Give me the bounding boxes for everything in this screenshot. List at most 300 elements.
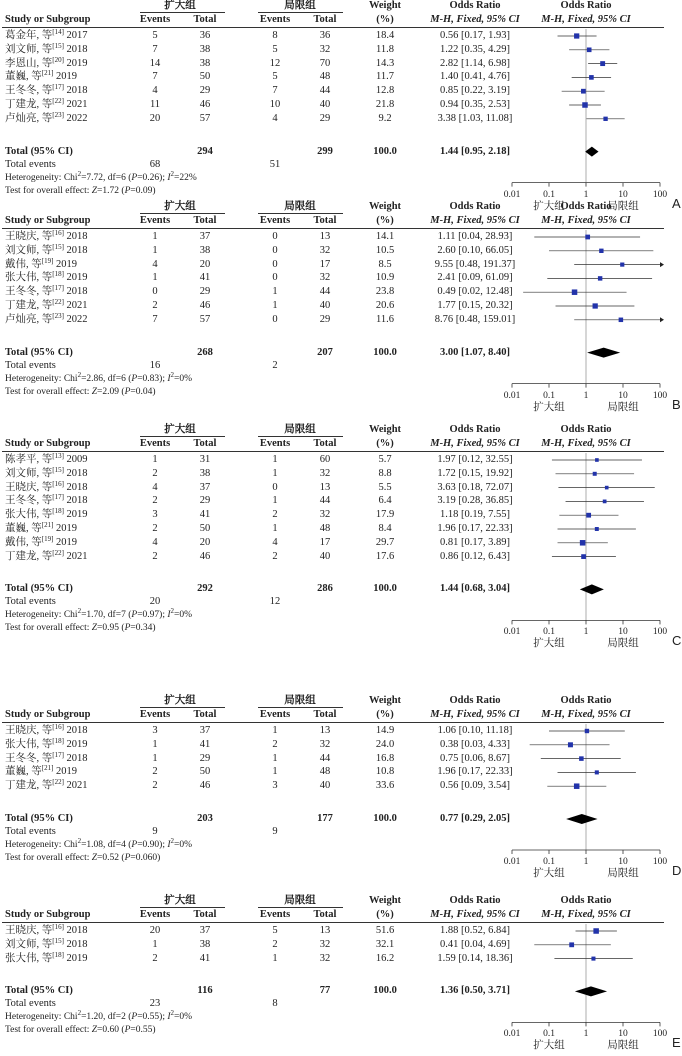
total1-cell: 31 xyxy=(199,454,211,465)
total1-header: Total xyxy=(193,709,217,720)
weight-header: Weight xyxy=(368,424,402,435)
study-ref: [17] xyxy=(52,750,64,759)
superscript: 2 xyxy=(77,837,82,845)
overall-literal: Test for overall effect: xyxy=(5,185,92,196)
group2-header: 局限组 xyxy=(284,0,316,11)
study-year: 2018 xyxy=(63,467,88,479)
total2-cell: 40 xyxy=(319,780,331,792)
study-ref: [14] xyxy=(52,28,64,36)
study-name xyxy=(5,495,88,507)
study-author: 董巍, 等 xyxy=(5,523,42,534)
total2-header: Total xyxy=(313,709,337,720)
point-estimate xyxy=(580,540,586,546)
total2-cell: 32 xyxy=(319,509,331,521)
total2-cell: 48 xyxy=(319,766,331,778)
or-method-header-2: M-H, Fixed, 95% CI xyxy=(541,215,631,226)
italic-symbol: P xyxy=(131,373,138,384)
total2-cell: 29 xyxy=(319,313,331,325)
pooled-diamond xyxy=(566,814,597,824)
total2-cell: 44 xyxy=(319,495,331,507)
study-header: Study or Subgroup xyxy=(5,215,91,226)
study-year: 2009 xyxy=(63,454,88,465)
weight-cell: 11.7 xyxy=(376,71,394,83)
or-ci-cell: 3.19 [0.28, 36.85] xyxy=(437,495,513,507)
favours-right-label: 局限组 xyxy=(607,868,639,879)
point-estimate xyxy=(574,33,579,38)
total2-cell: 44 xyxy=(319,752,331,764)
italic-symbol: Z xyxy=(91,386,98,397)
study-ref: [16] xyxy=(52,923,64,931)
heterogeneity-literal: ); xyxy=(159,373,168,384)
forest-panel-c xyxy=(0,424,682,653)
events1-cell: 2 xyxy=(152,766,158,778)
point-estimate xyxy=(603,117,607,121)
heterogeneity-literal: = xyxy=(81,373,87,384)
group1-header: 扩大组 xyxy=(164,424,196,435)
total-label: Total (95% CI) xyxy=(5,583,73,595)
x-tick-label: 0.01 xyxy=(503,390,521,401)
total-events2: 9 xyxy=(272,826,278,837)
overall-literal: = xyxy=(130,386,136,397)
favours-left-label: 扩大组 xyxy=(533,638,565,650)
total1-cell: 20 xyxy=(199,536,211,548)
weight-cell: 16.8 xyxy=(375,752,395,764)
group1-header: 扩大组 xyxy=(164,201,196,212)
x-tick-label: 10 xyxy=(618,390,628,401)
total1-cell: 41 xyxy=(199,509,211,521)
point-estimate xyxy=(619,318,624,323)
heterogeneity-value: 0% xyxy=(179,610,193,621)
overall-literal: = xyxy=(97,185,103,196)
total-label: Total (95% CI) xyxy=(5,985,73,997)
study-ref: [17] xyxy=(52,493,64,502)
x-tick-label: 0.01 xyxy=(503,189,521,200)
events1-cell: 3 xyxy=(152,509,158,521)
superscript: 2 xyxy=(170,1009,175,1018)
study-author: 王冬冬, 等 xyxy=(5,752,53,764)
events2-cell: 4 xyxy=(272,112,278,124)
total-label: Total (95% CI) xyxy=(5,346,73,358)
total1-cell: 46 xyxy=(199,550,211,562)
total1-header: Total xyxy=(193,909,217,920)
x-tick-label: 0.01 xyxy=(503,857,521,867)
or-ci-cell: 1.96 [0.17, 22.33] xyxy=(437,523,513,534)
overall-literal: = xyxy=(130,185,136,196)
overall-literal: ) xyxy=(152,1025,156,1036)
x-tick-label: 100 xyxy=(652,627,668,638)
weight-cell: 8.5 xyxy=(378,258,392,270)
overall-value: 0.52 xyxy=(102,853,120,863)
or-method-header-2: M-H, Fixed, 95% CI xyxy=(541,438,631,449)
events1-cell: 1 xyxy=(152,454,158,465)
heterogeneity-value: 0.97 xyxy=(142,610,160,621)
study-year: 2021 xyxy=(63,300,88,311)
events1-cell: 2 xyxy=(152,523,158,534)
or-method-header-1: M-H, Fixed, 95% CI xyxy=(430,438,520,449)
point-estimate xyxy=(581,554,586,559)
or-ci-cell: 2.60 [0.10, 66.05] xyxy=(437,244,513,256)
events1-cell: 4 xyxy=(152,536,158,548)
study-name xyxy=(5,286,88,298)
pct-header: (%) xyxy=(376,909,394,920)
favours-right-label: 局限组 xyxy=(607,1040,639,1052)
study-year: 2018 xyxy=(63,481,88,493)
events2-cell: 4 xyxy=(272,536,278,548)
study-author: 王晓庆, 等 xyxy=(5,231,53,242)
study-ref: [16] xyxy=(52,479,64,488)
italic-symbol: Z xyxy=(91,1025,98,1036)
italic-symbol: P xyxy=(124,853,131,863)
pct-header: (%) xyxy=(376,438,394,449)
pct-header: (%) xyxy=(376,215,394,226)
heterogeneity-value: 6 xyxy=(121,172,126,183)
study-ref: [22] xyxy=(52,778,64,787)
point-estimate xyxy=(598,276,602,280)
point-estimate xyxy=(585,729,589,733)
study-ref: [13] xyxy=(52,452,64,460)
study-ref: [16] xyxy=(52,229,64,237)
total-events-label: Total events xyxy=(5,359,56,371)
total2-value: 286 xyxy=(317,583,333,595)
x-tick-label: 1 xyxy=(583,857,589,867)
italic-symbol: I xyxy=(167,840,171,850)
italic-symbol: P xyxy=(131,1012,138,1023)
weight-cell: 32.1 xyxy=(375,938,395,950)
total-weight: 100.0 xyxy=(373,985,397,997)
heterogeneity-literal: ( xyxy=(125,610,132,621)
total1-cell: 29 xyxy=(199,85,211,97)
italic-symbol: I xyxy=(167,1012,171,1023)
events2-cell: 2 xyxy=(272,938,278,950)
events1-cell: 1 xyxy=(152,738,158,750)
overall-literal: = xyxy=(97,853,103,863)
events2-cell: 1 xyxy=(272,286,278,298)
weight-cell: 16.2 xyxy=(375,952,395,964)
study-ref: [17] xyxy=(52,83,64,92)
favours-right-label: 局限组 xyxy=(607,638,639,650)
total2-cell: 13 xyxy=(319,725,331,736)
total2-value: 77 xyxy=(319,985,331,997)
x-tick-label: 10 xyxy=(618,189,628,200)
events1-cell: 7 xyxy=(152,43,158,55)
events2-cell: 0 xyxy=(272,258,278,270)
study-year: 2019 xyxy=(63,509,88,521)
total1-cell: 41 xyxy=(199,952,211,964)
study-ref: [22] xyxy=(52,298,64,306)
events2-cell: 0 xyxy=(272,272,278,284)
total2-value: 177 xyxy=(317,813,333,824)
heterogeneity-literal: ( xyxy=(125,1012,132,1023)
or-ci-cell: 0.86 [0.12, 6.43] xyxy=(440,550,510,562)
events2-cell: 12 xyxy=(269,57,281,69)
superscript: 2 xyxy=(170,837,175,845)
point-estimate xyxy=(569,942,574,947)
italic-symbol: P xyxy=(131,172,138,183)
weight-header: Weight xyxy=(368,201,402,212)
forest-panel-a xyxy=(0,0,682,216)
events2-cell: 1 xyxy=(272,952,278,964)
total-label: Total (95% CI) xyxy=(5,813,73,824)
x-tick-label: 0.1 xyxy=(543,857,555,867)
heterogeneity-literal: = xyxy=(137,840,143,850)
group1-header: 扩大组 xyxy=(164,0,196,11)
point-estimate xyxy=(600,61,605,66)
study-ref: [15] xyxy=(52,242,64,251)
study-author: 刘文师, 等 xyxy=(5,244,53,256)
study-ref: [19] xyxy=(41,256,54,265)
events2-cell: 7 xyxy=(272,85,278,97)
overall-effect-text xyxy=(5,185,156,197)
point-estimate xyxy=(591,957,595,961)
overall-literal: ( xyxy=(119,185,125,196)
or-ci-cell: 0.81 [0.17, 3.89] xyxy=(440,536,510,548)
total1-value: 203 xyxy=(197,813,213,824)
events2-cell: 1 xyxy=(272,725,278,736)
study-year: 2018 xyxy=(63,286,88,298)
events2-cell: 1 xyxy=(272,454,278,465)
overall-value: 0.60 xyxy=(102,1025,120,1036)
total1-cell: 37 xyxy=(199,481,211,493)
or-ci-cell: 0.56 [0.09, 3.54] xyxy=(440,780,510,792)
or-ci-cell: 0.49 [0.02, 12.48] xyxy=(437,286,513,298)
overall-literal: ) xyxy=(152,386,156,397)
study-author: 葛金年, 等 xyxy=(5,30,53,41)
or-method-header-1: M-H, Fixed, 95% CI xyxy=(430,14,520,25)
total1-cell: 41 xyxy=(199,738,211,750)
total-events1: 20 xyxy=(149,596,161,608)
total1-header: Total xyxy=(193,215,217,226)
total1-value: 268 xyxy=(197,346,213,358)
or-header-2: Odds Ratio xyxy=(560,0,612,11)
group2-header: 局限组 xyxy=(284,424,316,435)
heterogeneity-value: 0.26 xyxy=(142,172,160,183)
point-estimate xyxy=(585,235,590,240)
favours-left-label: 扩大组 xyxy=(533,200,565,212)
study-year: 2018 xyxy=(63,938,88,950)
heterogeneity-value: 1.20 xyxy=(86,1012,104,1023)
study-author: 戴伟, 等 xyxy=(5,536,42,548)
events2-cell: 1 xyxy=(272,766,278,778)
heterogeneity-literal: , df= xyxy=(103,840,122,850)
heterogeneity-literal: = xyxy=(174,172,180,183)
x-tick-label: 10 xyxy=(618,1029,628,1040)
events1-cell: 11 xyxy=(149,99,161,110)
study-name xyxy=(5,750,88,765)
total-events2: 8 xyxy=(272,998,278,1010)
or-ci-cell: 1.06 [0.10, 11.18] xyxy=(437,725,513,736)
total2-cell: 40 xyxy=(319,99,331,110)
heterogeneity-value: 0.55 xyxy=(142,1012,160,1023)
overall-literal: Test for overall effect: xyxy=(5,386,92,397)
events2-cell: 5 xyxy=(272,925,278,936)
heterogeneity-literal: = xyxy=(81,1012,87,1023)
x-tick-label: 10 xyxy=(618,627,628,638)
or-ci-cell: 2.82 [1.14, 6.98] xyxy=(440,57,510,69)
study-name xyxy=(5,99,88,111)
or-ci-cell: 1.40 [0.41, 4.76] xyxy=(440,71,510,83)
or-header-2: Odds Ratio xyxy=(560,201,612,212)
study-name xyxy=(5,936,88,951)
events1-header: Events xyxy=(139,438,171,449)
superscript: 2 xyxy=(77,370,82,379)
events1-cell: 20 xyxy=(149,925,161,936)
study-year: 2019 xyxy=(53,71,78,83)
or-ci-cell: 1.96 [0.17, 22.33] xyxy=(437,766,513,778)
study-year: 2018 xyxy=(63,752,88,764)
point-estimate xyxy=(595,770,599,774)
study-author: 卢灿亮, 等 xyxy=(5,112,53,124)
study-year: 2019 xyxy=(63,738,88,750)
panel-letter: B xyxy=(672,396,681,412)
heterogeneity-literal: = xyxy=(137,610,143,621)
x-tick-label: 10 xyxy=(618,857,628,867)
pct-header: (%) xyxy=(376,14,394,25)
superscript: 2 xyxy=(170,370,175,379)
total-events-label: Total events xyxy=(5,998,56,1010)
overall-effect-text xyxy=(5,622,156,634)
weight-cell: 29.7 xyxy=(375,536,395,548)
study-ref: [22] xyxy=(52,97,64,105)
total1-cell: 41 xyxy=(199,272,211,284)
study-ref: [21] xyxy=(41,521,54,529)
forest-panel-d xyxy=(0,695,682,883)
point-estimate xyxy=(589,75,594,80)
point-estimate xyxy=(593,928,599,934)
study-year: 2021 xyxy=(63,780,88,792)
events2-cell: 2 xyxy=(272,550,278,562)
overall-value: 0.55 xyxy=(135,1025,153,1036)
study-year: 2018 xyxy=(63,725,88,736)
total2-cell: 32 xyxy=(319,952,331,964)
study-author: 董巍, 等 xyxy=(5,71,42,83)
events1-cell: 20 xyxy=(149,112,161,124)
events2-cell: 1 xyxy=(272,300,278,311)
total1-value: 116 xyxy=(197,985,213,997)
weight-cell: 9.2 xyxy=(378,112,392,124)
total-or-ci: 1.44 [0.95, 2.18] xyxy=(440,145,510,157)
weight-header: Weight xyxy=(368,0,402,11)
study-ref: [18] xyxy=(52,736,64,745)
events2-cell: 8 xyxy=(272,30,278,41)
study-name xyxy=(5,256,78,271)
x-tick-label: 1 xyxy=(583,390,589,401)
italic-symbol: I xyxy=(167,610,171,621)
total2-cell: 32 xyxy=(319,244,331,256)
x-tick-label: 0.1 xyxy=(543,189,555,200)
heterogeneity-literal: = xyxy=(81,840,87,850)
point-estimate xyxy=(587,47,592,52)
events1-cell: 1 xyxy=(152,231,158,242)
or-method-header-2: M-H, Fixed, 95% CI xyxy=(541,709,631,720)
total1-cell: 36 xyxy=(199,30,211,41)
favours-left-label: 扩大组 xyxy=(533,401,565,413)
weight-cell: 20.6 xyxy=(375,300,395,311)
weight-cell: 10.9 xyxy=(375,272,395,284)
weight-cell: 8.4 xyxy=(378,523,392,534)
or-ci-cell: 0.94 [0.35, 2.53] xyxy=(440,99,510,110)
total-or-ci: 1.36 [0.50, 3.71] xyxy=(440,985,510,997)
total2-header: Total xyxy=(313,215,337,226)
total-events1: 9 xyxy=(152,826,158,837)
point-estimate xyxy=(582,102,588,108)
study-name xyxy=(5,71,77,83)
heterogeneity-value: 7.72 xyxy=(86,172,104,183)
point-estimate xyxy=(605,486,609,490)
weight-cell: 18.4 xyxy=(375,30,395,41)
heterogeneity-value: 2.86 xyxy=(86,373,104,384)
study-name xyxy=(5,242,88,257)
heterogeneity-text xyxy=(5,839,192,851)
study-name xyxy=(5,534,78,549)
overall-value: 2.09 xyxy=(102,386,120,397)
study-year: 2019 xyxy=(63,57,88,69)
panel-letter: E xyxy=(672,1035,681,1051)
overall-literal: ) xyxy=(157,853,161,863)
events1-cell: 1 xyxy=(152,752,158,764)
total1-cell: 46 xyxy=(199,300,211,311)
events1-header: Events xyxy=(139,709,171,720)
point-estimate xyxy=(581,89,586,94)
total2-cell: 44 xyxy=(319,286,331,298)
study-author: 董巍, 等 xyxy=(5,766,42,778)
heterogeneity-value: 0% xyxy=(179,840,193,850)
total2-cell: 70 xyxy=(319,57,331,69)
weight-cell: 23.8 xyxy=(375,286,395,298)
overall-literal: ) xyxy=(152,185,156,196)
group2-header: 局限组 xyxy=(284,895,316,906)
or-ci-cell: 8.76 [0.48, 159.01] xyxy=(434,313,516,325)
point-estimate xyxy=(568,742,573,747)
events2-cell: 5 xyxy=(272,71,278,83)
study-ref: [22] xyxy=(52,548,64,557)
study-ref: [23] xyxy=(52,311,64,320)
study-year: 2019 xyxy=(53,523,78,534)
heterogeneity-literal: = xyxy=(81,610,87,621)
total1-cell: 37 xyxy=(199,231,211,242)
forest-panel-e xyxy=(0,895,682,1055)
superscript: 2 xyxy=(77,169,82,178)
events2-header: Events xyxy=(259,909,291,920)
weight-header: Weight xyxy=(368,695,402,706)
overall-literal: = xyxy=(97,623,103,634)
study-name xyxy=(5,925,88,937)
events1-cell: 5 xyxy=(152,30,158,41)
total1-header: Total xyxy=(193,14,217,25)
overall-value: 0.95 xyxy=(102,623,120,634)
or-method-header-1: M-H, Fixed, 95% CI xyxy=(430,215,520,226)
overall-literal: = xyxy=(130,853,136,863)
total2-value: 299 xyxy=(317,145,333,157)
heterogeneity-literal: , df= xyxy=(103,172,122,183)
study-year: 2018 xyxy=(63,244,88,256)
events1-cell: 2 xyxy=(152,780,158,792)
pooled-diamond xyxy=(587,348,620,358)
total2-header: Total xyxy=(313,909,337,920)
study-author: 刘文师, 等 xyxy=(5,43,53,55)
events1-header: Events xyxy=(139,909,171,920)
heterogeneity-literal: = xyxy=(137,1012,143,1023)
total2-cell: 13 xyxy=(319,481,331,493)
weight-cell: 10.8 xyxy=(375,766,395,778)
italic-symbol: P xyxy=(124,185,131,196)
or-ci-cell: 1.22 [0.35, 4.29] xyxy=(440,43,510,55)
heterogeneity-literal: = xyxy=(174,610,180,621)
favours-left-label: 扩大组 xyxy=(533,868,565,879)
study-author: 丁建龙, 等 xyxy=(5,780,53,792)
heterogeneity-literal: = xyxy=(137,172,143,183)
events1-cell: 1 xyxy=(152,244,158,256)
study-name xyxy=(5,85,88,97)
